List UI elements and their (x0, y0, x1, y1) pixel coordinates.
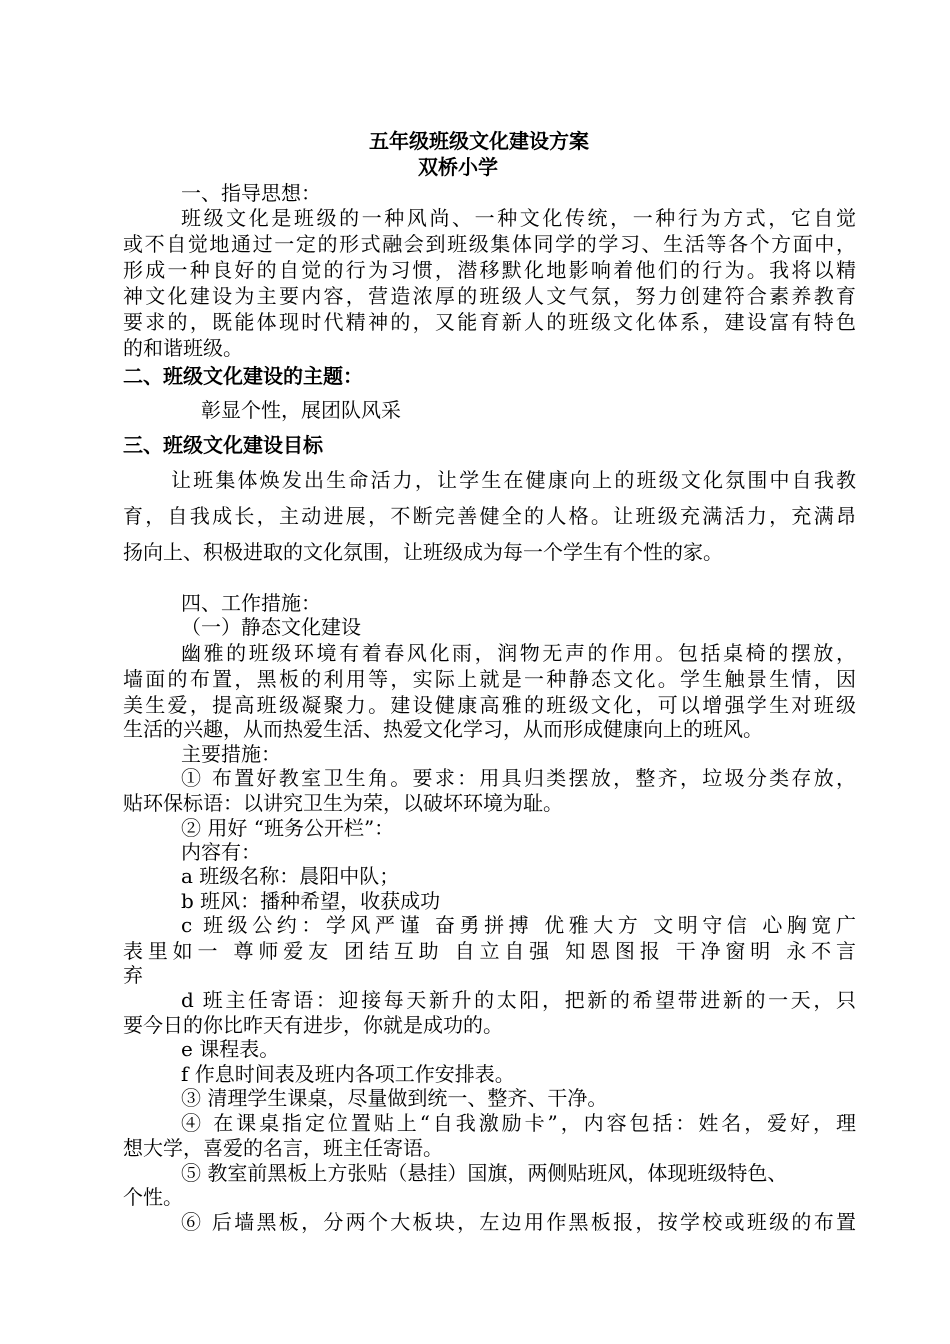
paragraph-line: 神文化建设为主要内容，营造浓厚的班级人文气氛，努力创建符合素养教育 (123, 284, 856, 308)
paragraph-line: 扬向上、积极进取的文化氛围，让班级成为每一个学生有个性的家。 (123, 540, 723, 564)
subsection-heading: （一）静态文化建设 (181, 615, 361, 639)
section2-heading: 二、班级文化建设的主题： (123, 364, 363, 388)
main-measures-label: 主要措施： (181, 742, 281, 766)
paragraph-line: 班级文化是班级的一种风尚、一种文化传统，一种行为方式，它自觉 (181, 206, 856, 230)
list-item: ③ 清理学生课桌，尽量做到统一、整齐、干净。 (181, 1086, 608, 1110)
paragraph-line: 幽雅的班级环境有着春风化雨，润物无声的作用。包括桌椅的摆放， (181, 641, 856, 665)
list-item: ① 布置好教室卫生角。要求：用具归类摆放，整齐，垃圾分类存放， (181, 766, 856, 790)
paragraph-line: 形成一种良好的自觉的行为习惯，潜移默化地影响着他们的行为。我将以精 (123, 258, 856, 282)
list-item: d 班主任寄语：迎接每天新升的太阳，把新的希望带进新的一天，只 (181, 988, 856, 1012)
list-item: 内容有： (181, 840, 261, 864)
list-item: ⑥ 后墙黑板，分两个大板块，左边用作黑板报，按学校或班级的布置 (181, 1210, 856, 1234)
paragraph-line: 生活的兴趣，从而热爱生活、热爱文化学习，从而形成健康向上的班风。 (123, 717, 763, 741)
list-item: 要今日的你比昨天有进步，你就是成功的。 (123, 1013, 503, 1037)
list-item: e 课程表。 (181, 1037, 280, 1061)
list-item: b 班风：播种希望，收获成功 (181, 889, 441, 913)
section4-heading: 四、工作措施： (181, 591, 321, 615)
paragraph-line: 育，自我成长，主动进展，不断完善健全的人格。让班级充满活力，充满昂 (123, 504, 856, 528)
list-item: a 班级名称：晨阳中队； (181, 864, 400, 888)
paragraph-line: 的和谐班级。 (123, 336, 243, 360)
school-name: 双桥小学 (418, 155, 498, 179)
list-item: 弃 (123, 963, 143, 987)
paragraph-line: 墙面的布置，黑板的利用等，实际上就是一种静态文化。学生触景生情，因 (123, 667, 856, 691)
theme-text: 彰显个性，展团队风采 (201, 398, 401, 422)
paragraph-line: 或不自觉地通过一定的形式融会到班级集体同学的学习、生活等各个方面中， (123, 232, 856, 256)
list-item: 贴环保标语：以讲究卫生为荣，以破坏环境为耻。 (123, 791, 563, 815)
list-item: ② 用好 “班务公开栏”： (181, 816, 395, 840)
list-item: 想大学，喜爱的名言，班主任寄语。 (123, 1136, 443, 1160)
list-item: 表里如一 尊师爱友 团结互助 自立自强 知恩图报 干净窗明 永不言 (123, 939, 856, 963)
doc-title: 五年级班级文化建设方案 (369, 129, 589, 153)
list-item: 个性。 (123, 1185, 183, 1209)
paragraph-line: 要求的，既能体现时代精神的，又能育新人的班级文化体系，建设富有特色 (123, 310, 856, 334)
section1-heading: 一、指导思想： (181, 181, 321, 205)
list-item: ④ 在课桌指定位置贴上“自我激励卡”，内容包括：姓名，爱好，理 (181, 1111, 856, 1135)
list-item: f 作息时间表及班内各项工作安排表。 (181, 1062, 515, 1086)
paragraph-line: 美生爱，提高班级凝聚力。建设健康高雅的班级文化，可以增强学生对班级 (123, 693, 856, 717)
list-item: ⑤ 教室前黑板上方张贴（悬挂）国旗，两侧贴班风，体现班级特色、 (181, 1161, 788, 1185)
list-item: c 班级公约：学风严谨 奋勇拼搏 优雅大方 文明守信 心胸宽广 (181, 913, 856, 937)
section3-heading: 三、班级文化建设目标 (123, 433, 323, 457)
paragraph-line: 让班集体焕发出生命活力，让学生在健康向上的班级文化氛围中自我教 (171, 468, 856, 492)
